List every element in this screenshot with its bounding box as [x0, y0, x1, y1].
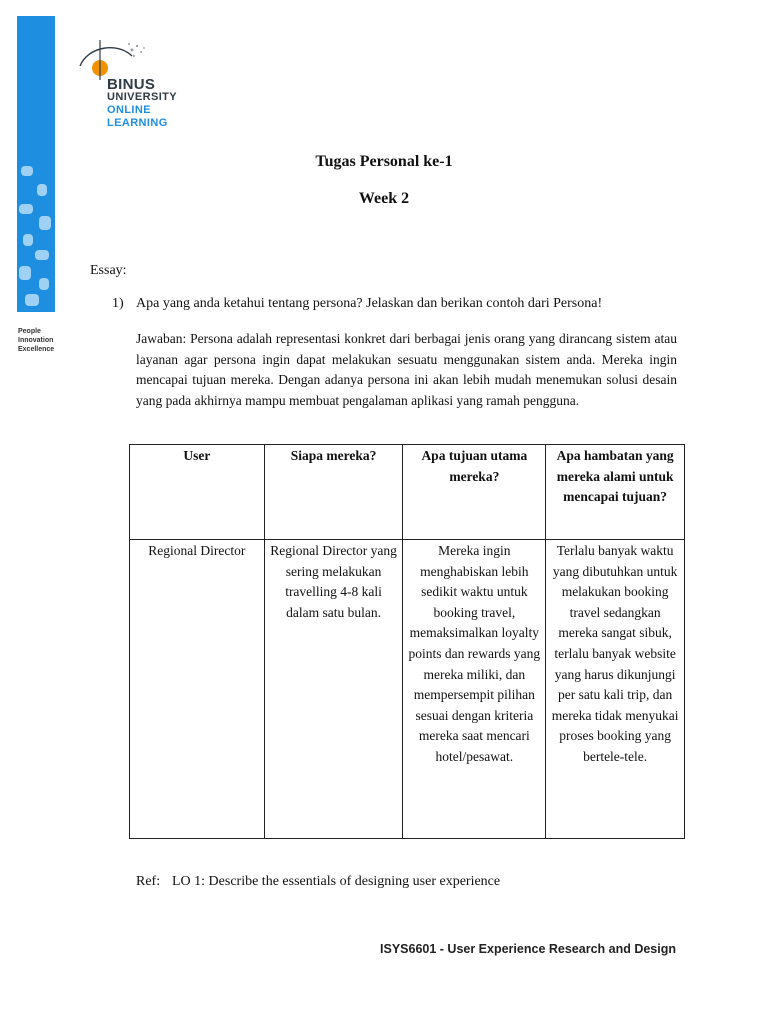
- logo-binus: BINUS: [107, 76, 156, 93]
- document-title: Tugas Personal ke-1: [315, 153, 453, 170]
- question-text: Apa yang anda ketahui tentang persona? Jelaskan dan berikan contoh dari Persona!: [136, 296, 603, 311]
- table-row: [130, 540, 685, 839]
- header-user: User: [130, 445, 265, 540]
- essay-label: Essay:: [90, 263, 127, 278]
- logo-learning: LEARNING: [107, 117, 168, 129]
- page-footer: ISYS6601 - User Experience Research and Design: [380, 942, 676, 956]
- question: [112, 296, 682, 312]
- binus-logo: [74, 36, 194, 141]
- document-subtitle: Week 2: [358, 190, 410, 207]
- header-who: Siapa mereka?: [264, 445, 403, 540]
- header-goal: Apa tujuan utama mereka?: [403, 445, 546, 540]
- cell-who: Regional Director yang sering melakukan travelling 4-8 kali dalam satu bulan.: [264, 540, 403, 839]
- ref-label: Ref:: [136, 874, 161, 889]
- tagline: [18, 327, 78, 354]
- reference: [136, 874, 500, 890]
- table-header-row: [130, 445, 685, 540]
- tagline-line: People: [18, 328, 41, 335]
- persona-table: [129, 444, 685, 839]
- answer-paragraph: Jawaban: Persona adalah representasi konkret dari berbagai jenis orang yang dirancang sistem atau layanan agar persona ingin dapat melakukan sesuatu menggunakan sistem anda. Mereka ingin mencapai tujuan mereka. Dengan adanya persona ini akan lebih mudah menemukan solusi desain yang pada akhirnya mampu membuat pengalaman aplikasi yang ramah pengguna.: [136, 331, 677, 408]
- logo-online: ONLINE: [107, 104, 151, 116]
- cell-user: Regional Director: [130, 540, 265, 839]
- cell-goal: Mereka ingin menghabiskan lebih sedikit waktu untuk booking travel, memaksimalkan loyalty points dan rewards yang mereka miliki, dan mempersempit pilihan sesuai dengan kriteria mereka saat mencari hotel/pesawat.: [403, 540, 546, 839]
- question-number: 1): [112, 296, 124, 311]
- cell-obstacle: Terlalu banyak waktu yang dibutuhkan untuk melakukan booking travel sedangkan mereka sangat sibuk, terlalu banyak website yang harus dikunjungi per satu kali trip, dan mereka tidak menyukai proses booking yang bertele-tele.: [546, 540, 685, 839]
- tagline-line: Excellence: [18, 346, 55, 353]
- logo-university: UNIVERSITY: [107, 91, 178, 103]
- ref-text: LO 1: Describe the essentials of designing user experience: [172, 874, 501, 889]
- header-obstacle: Apa hambatan yang mereka alami untuk mencapai tujuan?: [546, 445, 685, 540]
- tagline-line: Innovation: [18, 337, 54, 344]
